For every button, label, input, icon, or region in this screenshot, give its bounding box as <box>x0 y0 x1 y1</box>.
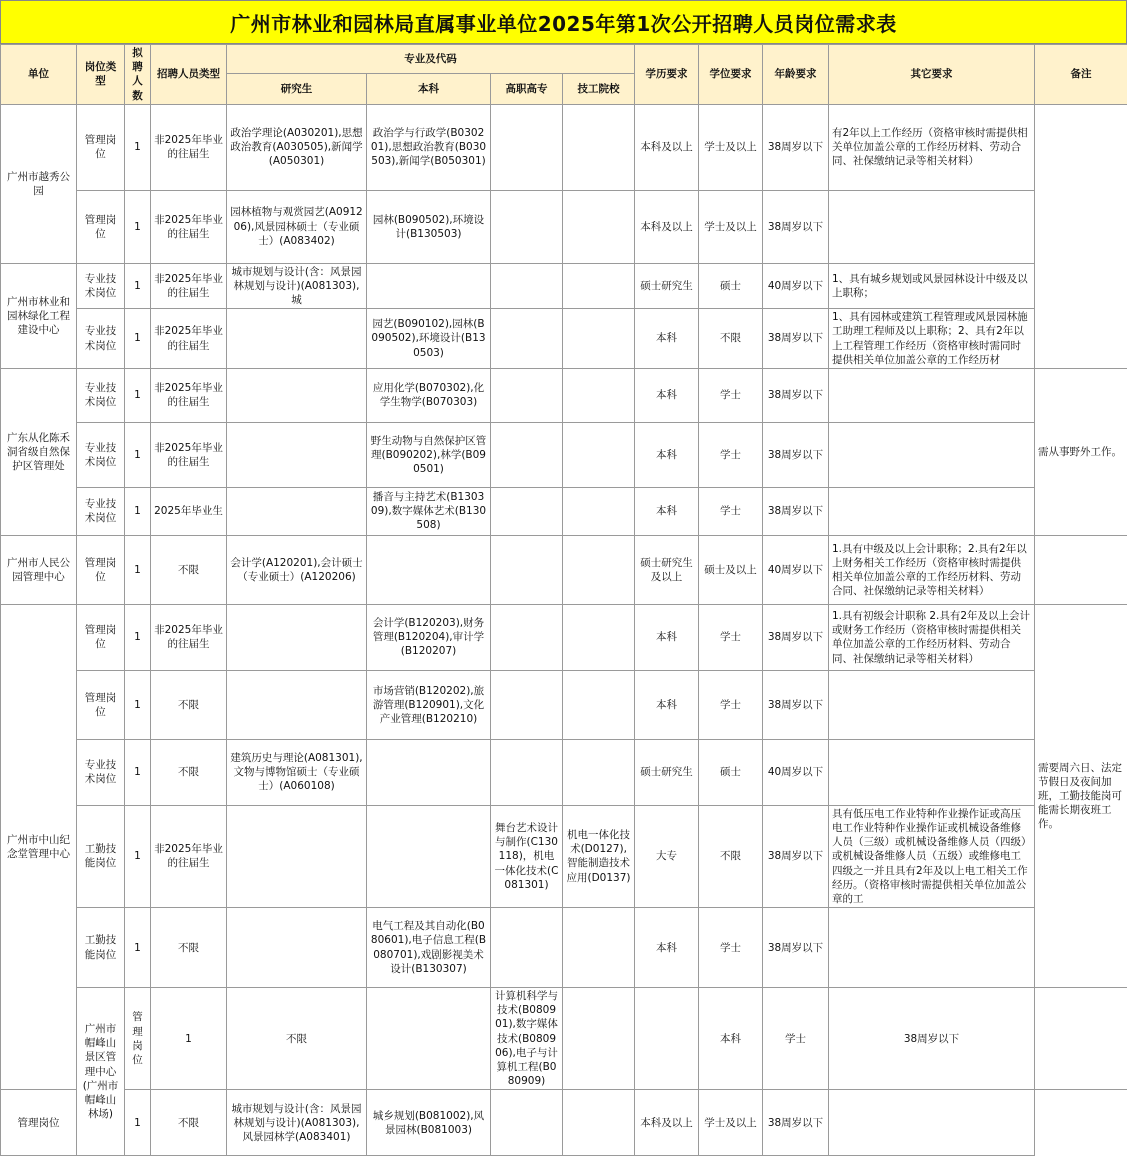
undergrad-cell: 城乡规划(B081002),风景园林(B081003) <box>367 1090 491 1156</box>
table-row <box>1 309 1127 369</box>
technical-cell <box>563 604 635 670</box>
undergrad-cell: 野生动物与自然保护区管理(B090202),林学(B090501) <box>367 422 491 487</box>
undergrad-cell: 园林(B090502),环境设计(B130503) <box>367 190 491 263</box>
education-cell: 硕士研究生 <box>635 263 699 309</box>
vocational-cell <box>491 104 563 190</box>
candidate-type-cell: 不限 <box>151 670 227 739</box>
degree-cell: 学士 <box>699 604 763 670</box>
post-type-cell: 工勤技能岗位 <box>77 908 125 988</box>
header-undergrad: 本科 <box>367 73 491 104</box>
count-cell: 1 <box>125 422 151 487</box>
post-type-cell: 专业技术岗位 <box>77 487 125 535</box>
postgrad-cell <box>227 670 367 739</box>
unit-cell: 广州市帽峰山景区管理中心(广州市帽峰山林场) <box>77 988 125 1156</box>
education-cell: 本科 <box>699 988 763 1090</box>
vocational-cell <box>563 988 635 1090</box>
other-cell <box>829 670 1035 739</box>
candidate-type-cell: 非2025年毕业的往届生 <box>151 422 227 487</box>
remark-cell <box>1035 535 1127 604</box>
undergrad-cell <box>367 805 491 907</box>
table-row <box>1 104 1127 190</box>
age-cell: 38周岁以下 <box>763 670 829 739</box>
header-vocational: 高职高专 <box>491 73 563 104</box>
vocational-cell <box>491 535 563 604</box>
age-cell: 38周岁以下 <box>763 604 829 670</box>
education-cell: 本科 <box>635 487 699 535</box>
unit-cell: 广州市越秀公园 <box>1 104 77 263</box>
degree-cell: 不限 <box>699 309 763 369</box>
count-cell: 1 <box>125 487 151 535</box>
count-cell: 1 <box>125 309 151 369</box>
age-cell: 38周岁以下 <box>763 190 829 263</box>
other-cell <box>829 422 1035 487</box>
technical-cell <box>563 368 635 422</box>
header-degree: 学位要求 <box>699 45 763 105</box>
technical-cell <box>563 908 635 988</box>
count-cell: 1 <box>125 263 151 309</box>
degree-cell: 学士 <box>763 988 829 1090</box>
technical-cell <box>635 988 699 1090</box>
vocational-cell <box>491 190 563 263</box>
age-cell: 40周岁以下 <box>763 535 829 604</box>
post-type-cell: 管理岗位 <box>77 190 125 263</box>
age-cell: 38周岁以下 <box>763 487 829 535</box>
vocational-cell <box>491 487 563 535</box>
post-type-cell: 专业技术岗位 <box>77 368 125 422</box>
technical-cell <box>563 190 635 263</box>
vocational-cell <box>491 1090 563 1156</box>
age-cell: 38周岁以下 <box>763 422 829 487</box>
age-cell: 38周岁以下 <box>763 805 829 907</box>
candidate-type-cell: 不限 <box>151 535 227 604</box>
candidate-type-cell: 非2025年毕业的往届生 <box>151 805 227 907</box>
candidate-type-cell: 不限 <box>151 1090 227 1156</box>
table-row <box>1 988 1127 1090</box>
vocational-cell <box>491 263 563 309</box>
education-cell: 本科 <box>635 309 699 369</box>
other-cell: 1.具有初级会计职称 2.具有2年及以上会计或财务工作经历（资格审核时需提供相关单位加盖公章的工作经历材料、劳动合同、社保缴纳记录等相关材料） <box>829 604 1035 670</box>
undergrad-cell: 播音与主持艺术(B130309),数字媒体艺术(B130508) <box>367 487 491 535</box>
other-cell: 1.具有中级及以上会计职称；2.具有2年以上财务相关工作经历（资格审核时需提供相关单位加盖公章的工作经历材料、劳动合同、社保缴纳记录等相关材料） <box>829 535 1035 604</box>
postgrad-cell <box>367 988 491 1090</box>
count-cell: 1 <box>125 908 151 988</box>
candidate-type-cell: 非2025年毕业的往届生 <box>151 104 227 190</box>
table-row <box>1 422 1127 487</box>
technical-cell: 机电一体化技术(D0127),智能制造技术应用(D0137) <box>563 805 635 907</box>
undergrad-cell: 电气工程及其自动化(B080601),电子信息工程(B080701),戏剧影视美术设计(B130307) <box>367 908 491 988</box>
post-type-cell: 管理岗位 <box>77 535 125 604</box>
candidate-type-cell: 不限 <box>151 739 227 805</box>
vocational-cell <box>491 908 563 988</box>
table-row <box>1 908 1127 988</box>
education-cell: 本科 <box>635 422 699 487</box>
count-cell: 1 <box>125 670 151 739</box>
other-cell <box>1035 988 1127 1090</box>
undergrad-cell: 会计学(B120203),财务管理(B120204),审计学(B120207) <box>367 604 491 670</box>
age-cell: 38周岁以下 <box>763 104 829 190</box>
table-row <box>1 739 1127 805</box>
remark-cell: 需从事野外工作。 <box>1035 368 1127 535</box>
degree-cell: 学士 <box>699 487 763 535</box>
page-title: 广州市林业和园林局直属事业单位2025年第1次公开招聘人员岗位需求表 <box>0 0 1127 44</box>
vocational-cell <box>491 422 563 487</box>
count-cell: 1 <box>125 604 151 670</box>
header-unit: 单位 <box>1 45 77 105</box>
post-type-cell: 工勤技能岗位 <box>77 805 125 907</box>
undergrad-cell <box>367 535 491 604</box>
education-cell: 硕士研究生 <box>635 739 699 805</box>
post-type-cell: 管理岗位 <box>77 104 125 190</box>
candidate-type-cell: 非2025年毕业的往届生 <box>151 368 227 422</box>
postgrad-cell: 会计学(A120201),会计硕士（专业硕士）(A120206) <box>227 535 367 604</box>
education-cell: 本科 <box>635 908 699 988</box>
degree-cell: 学士及以上 <box>699 1090 763 1156</box>
post-type-cell: 专业技术岗位 <box>77 309 125 369</box>
degree-cell: 不限 <box>699 805 763 907</box>
post-type-cell: 专业技术岗位 <box>77 263 125 309</box>
other-cell <box>829 190 1035 263</box>
post-type-cell: 管理岗位 <box>1 1090 77 1156</box>
candidate-type-cell: 不限 <box>227 988 367 1090</box>
post-type-cell: 专业技术岗位 <box>77 739 125 805</box>
recruitment-table <box>0 44 1127 1156</box>
age-cell: 38周岁以下 <box>763 1090 829 1156</box>
education-cell: 大专 <box>635 805 699 907</box>
candidate-type-cell: 非2025年毕业的往届生 <box>151 263 227 309</box>
vocational-cell <box>491 670 563 739</box>
postgrad-cell <box>227 604 367 670</box>
other-cell <box>829 487 1035 535</box>
table-body <box>1 104 1127 1156</box>
postgrad-cell <box>227 368 367 422</box>
other-cell: 具有低压电工作业特种作业操作证或高压电工作业特种作业操作证或机械设备维修人员（三级）或机械设备维修人员（四级）或机械设备维修人员（五级）或维修电工四级之一并且具有2年及以上电工相关工作经历。（资格审核时需提供相关单位加盖公章的工 <box>829 805 1035 907</box>
degree-cell: 硕士 <box>699 263 763 309</box>
education-cell: 本科及以上 <box>635 1090 699 1156</box>
header-count: 拟聘人数 <box>125 45 151 105</box>
other-cell <box>829 1090 1035 1156</box>
remark-cell <box>1035 104 1127 368</box>
candidate-type-cell: 不限 <box>151 908 227 988</box>
age-cell: 40周岁以下 <box>763 739 829 805</box>
degree-cell: 硕士 <box>699 739 763 805</box>
table-row <box>1 263 1127 309</box>
degree-cell: 硕士及以上 <box>699 535 763 604</box>
post-type-cell: 管理岗位 <box>125 988 151 1090</box>
degree-cell: 学士 <box>699 908 763 988</box>
postgrad-cell: 城市规划与设计(含：风景园林规划与设计)(A081303),城 <box>227 263 367 309</box>
vocational-cell <box>491 604 563 670</box>
header-major-group: 专业及代码 <box>227 45 635 74</box>
count-cell: 1 <box>125 368 151 422</box>
age-cell: 40周岁以下 <box>763 263 829 309</box>
other-cell <box>829 368 1035 422</box>
undergrad-cell: 市场营销(B120202),旅游管理(B120901),文化产业管理(B120210) <box>367 670 491 739</box>
age-cell: 38周岁以下 <box>763 908 829 988</box>
unit-cell: 广东从化陈禾洞省级自然保护区管理处 <box>1 368 77 535</box>
count-cell: 1 <box>125 805 151 907</box>
remark-cell: 需要周六日、法定节假日及夜间加班，工勤技能岗可能需长期夜班工作。 <box>1035 604 1127 987</box>
undergrad-cell: 政治学与行政学(B030201),思想政治教育(B030503),新闻学(B050301) <box>367 104 491 190</box>
unit-cell: 广州市人民公园管理中心 <box>1 535 77 604</box>
post-type-cell: 管理岗位 <box>77 604 125 670</box>
postgrad-cell <box>227 422 367 487</box>
technical-cell <box>563 739 635 805</box>
postgrad-cell <box>227 908 367 988</box>
header-age: 年龄要求 <box>763 45 829 105</box>
header-education: 学历要求 <box>635 45 699 105</box>
degree-cell: 学士及以上 <box>699 190 763 263</box>
header-other: 其它要求 <box>829 45 1035 105</box>
postgrad-cell <box>227 487 367 535</box>
technical-cell <box>563 670 635 739</box>
other-cell: 1、具有城乡规划或风景园林设计中级及以上职称； <box>829 263 1035 309</box>
degree-cell: 学士 <box>699 670 763 739</box>
post-type-cell: 管理岗位 <box>77 670 125 739</box>
technical-cell <box>563 422 635 487</box>
undergrad-cell: 应用化学(B070302),化学生物学(B070303) <box>367 368 491 422</box>
degree-cell: 学士 <box>699 422 763 487</box>
technical-cell <box>563 535 635 604</box>
education-cell: 本科及以上 <box>635 104 699 190</box>
postgrad-cell <box>227 805 367 907</box>
undergrad-cell: 计算机科学与技术(B080901),数字媒体技术(B080906),电子与计算机工程(B080909) <box>491 988 563 1090</box>
table-row <box>1 190 1127 263</box>
age-cell: 38周岁以下 <box>829 988 1035 1090</box>
postgrad-cell: 建筑历史与理论(A081301),文物与博物馆硕士（专业硕士）(A060108) <box>227 739 367 805</box>
other-cell: 有2年以上工作经历（资格审核时需提供相关单位加盖公章的工作经历材料、劳动合同、社保缴纳记录等相关材料） <box>829 104 1035 190</box>
undergrad-cell <box>367 263 491 309</box>
candidate-type-cell: 2025年毕业生 <box>151 487 227 535</box>
education-cell: 本科 <box>635 670 699 739</box>
postgrad-cell <box>227 309 367 369</box>
table-row <box>1 670 1127 739</box>
count-cell: 1 <box>151 988 227 1090</box>
header-candidate-type: 招聘人员类型 <box>151 45 227 105</box>
count-cell: 1 <box>125 535 151 604</box>
vocational-cell <box>491 739 563 805</box>
age-cell: 38周岁以下 <box>763 309 829 369</box>
technical-cell <box>563 1090 635 1156</box>
count-cell: 1 <box>125 190 151 263</box>
candidate-type-cell: 非2025年毕业的往届生 <box>151 309 227 369</box>
other-cell: 1、具有园林或建筑工程管理或风景园林施工助理工程师及以上职称；2、具有2年以上工程管理工作经历（资格审核时需同时提供相关单位加盖公章的工作经历材 <box>829 309 1035 369</box>
undergrad-cell <box>367 739 491 805</box>
postgrad-cell: 城市规划与设计(含：风景园林规划与设计)(A081303),风景园林学(A083401) <box>227 1090 367 1156</box>
header-technical: 技工院校 <box>563 73 635 104</box>
degree-cell: 学士 <box>699 368 763 422</box>
header-remark: 备注 <box>1035 45 1127 105</box>
education-cell: 本科 <box>635 368 699 422</box>
age-cell: 38周岁以下 <box>763 368 829 422</box>
unit-cell: 广州市中山纪念堂管理中心 <box>1 604 77 1089</box>
postgrad-cell: 政治学理论(A030201),思想政治教育(A030505),新闻学(A050301) <box>227 104 367 190</box>
vocational-cell <box>491 368 563 422</box>
candidate-type-cell: 非2025年毕业的往届生 <box>151 190 227 263</box>
table-row <box>1 1090 1127 1156</box>
header-post-type: 岗位类型 <box>77 45 125 105</box>
other-cell <box>829 739 1035 805</box>
education-cell: 硕士研究生及以上 <box>635 535 699 604</box>
candidate-type-cell: 非2025年毕业的往届生 <box>151 604 227 670</box>
vocational-cell <box>491 309 563 369</box>
post-type-cell: 专业技术岗位 <box>77 422 125 487</box>
table-row <box>1 487 1127 535</box>
table-row <box>1 535 1127 604</box>
undergrad-cell: 园艺(B090102),园林(B090502),环境设计(B130503) <box>367 309 491 369</box>
table-row <box>1 805 1127 907</box>
vocational-cell: 舞台艺术设计与制作(C130118)，机电一体化技术(C081301) <box>491 805 563 907</box>
header-postgrad: 研究生 <box>227 73 367 104</box>
other-cell <box>829 908 1035 988</box>
technical-cell <box>563 487 635 535</box>
technical-cell <box>563 104 635 190</box>
degree-cell: 学士及以上 <box>699 104 763 190</box>
table-row <box>1 604 1127 670</box>
count-cell: 1 <box>125 104 151 190</box>
education-cell: 本科及以上 <box>635 190 699 263</box>
count-cell: 1 <box>125 739 151 805</box>
education-cell: 本科 <box>635 604 699 670</box>
unit-cell: 广州市林业和园林绿化工程建设中心 <box>1 263 77 368</box>
count-cell: 1 <box>125 1090 151 1156</box>
postgrad-cell: 园林植物与观赏园艺(A091206),风景园林硕士（专业硕士）(A083402) <box>227 190 367 263</box>
technical-cell <box>563 309 635 369</box>
technical-cell <box>563 263 635 309</box>
table-row <box>1 368 1127 422</box>
